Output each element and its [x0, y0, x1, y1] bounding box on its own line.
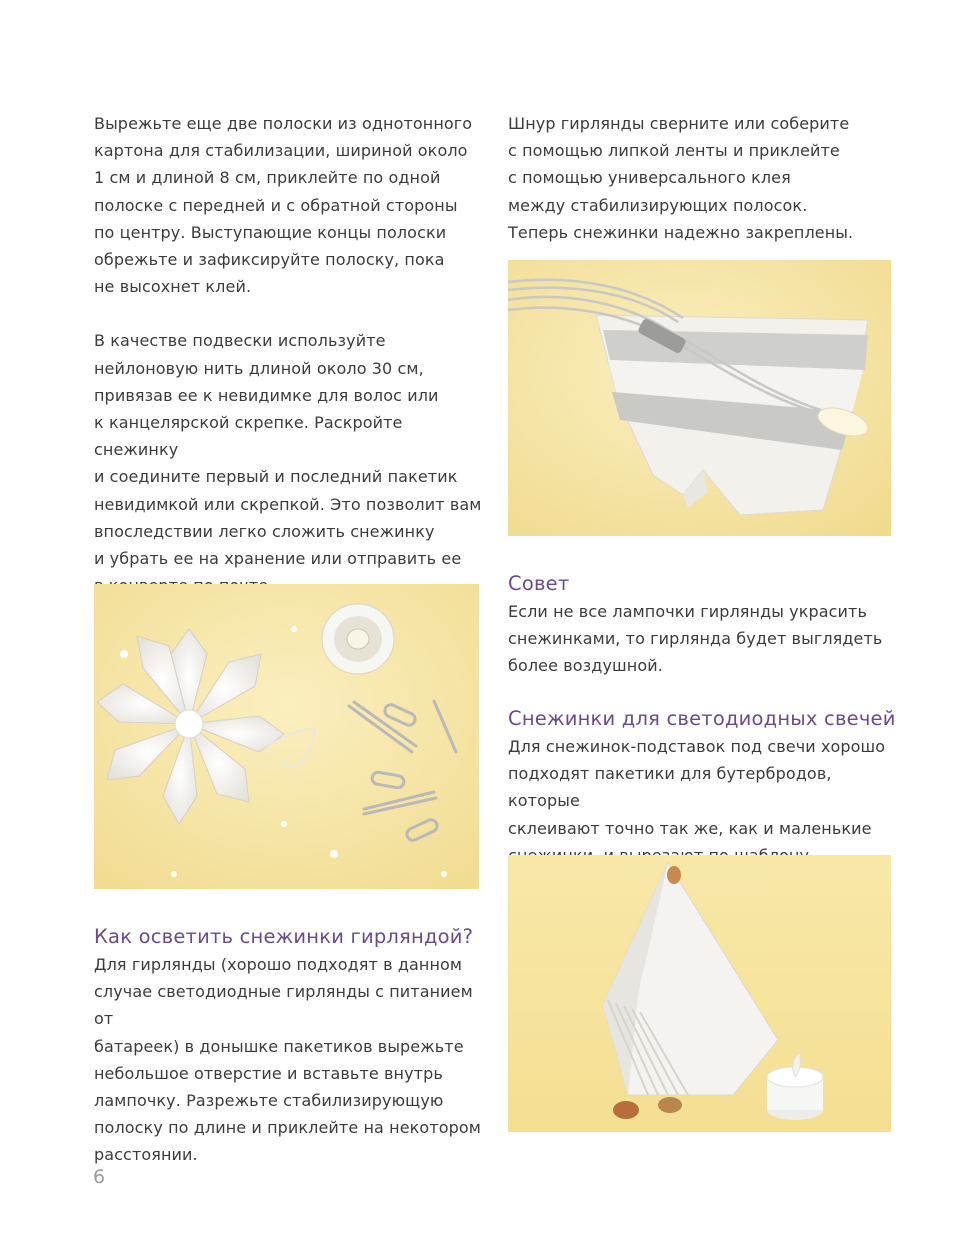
section-heading-garland: Как осветить снежинки гирляндой?	[94, 925, 474, 948]
candle-photo	[508, 855, 891, 1132]
garland-photo	[508, 260, 891, 536]
garland-paragraph: Для гирлянды (хорошо подходят в данном случае светодиодные гирлянды с питанием от батареек) в донышке пакетиков вырежьте небольшое отверстие и вставьте внутрь лампочку. Разрежьте стабилизирующую полоску по длине и приклейте на некотором расстоянии.	[94, 955, 481, 1165]
garland-section-left	[94, 923, 486, 1169]
tip-text: Если не все лампочки гирлянды украсить снежинками, то гирлянда будет выглядеть более воздушной.	[508, 602, 883, 676]
page-number: 6	[93, 1166, 106, 1188]
tip-section	[508, 570, 898, 680]
instruction-paragraph-1: Вырежьте еще две полоски из однотонного картона для стабилизации, шириной около 1 см и длиной 8 см, приклейте по одной полоске с передней и с обратной стороны по центру. Выступающие концы полоски обрежьте и зафиксируйте полоску, пока не высохнет клей.	[94, 114, 473, 297]
section-heading-candles: Снежинки для светодиодных свечей	[508, 707, 896, 730]
tip-heading: Совет	[508, 572, 570, 595]
left-column	[94, 110, 486, 599]
garland-fixing-paragraph: Шнур гирлянды сверните или соберите с помощью липкой ленты и приклейте с помощью универсального клея между стабилизирующих полосок. Теперь снежинки надежно закреплены.	[508, 114, 854, 242]
candle-section	[508, 705, 908, 869]
instruction-paragraph-2: В качестве подвески используйте нейлоновую нить длиной около 30 см, привязав ее к невидимке для волос или к канцелярской скрепке. Раскройте снежинку и соедините первый и последний пакетик невидимкой или скрепкой. Это позволит вам впоследствии легко сложить снежинку и убрать ее на хранение или отправить ее	[94, 331, 482, 569]
right-column	[508, 110, 898, 246]
candle-paragraph: Для снежинок-подставок под свечи хорошо подходят пакетики для бутербродов, которые склеивают точно так же, как и маленькие	[508, 737, 886, 838]
snowflake-photo	[94, 584, 479, 889]
